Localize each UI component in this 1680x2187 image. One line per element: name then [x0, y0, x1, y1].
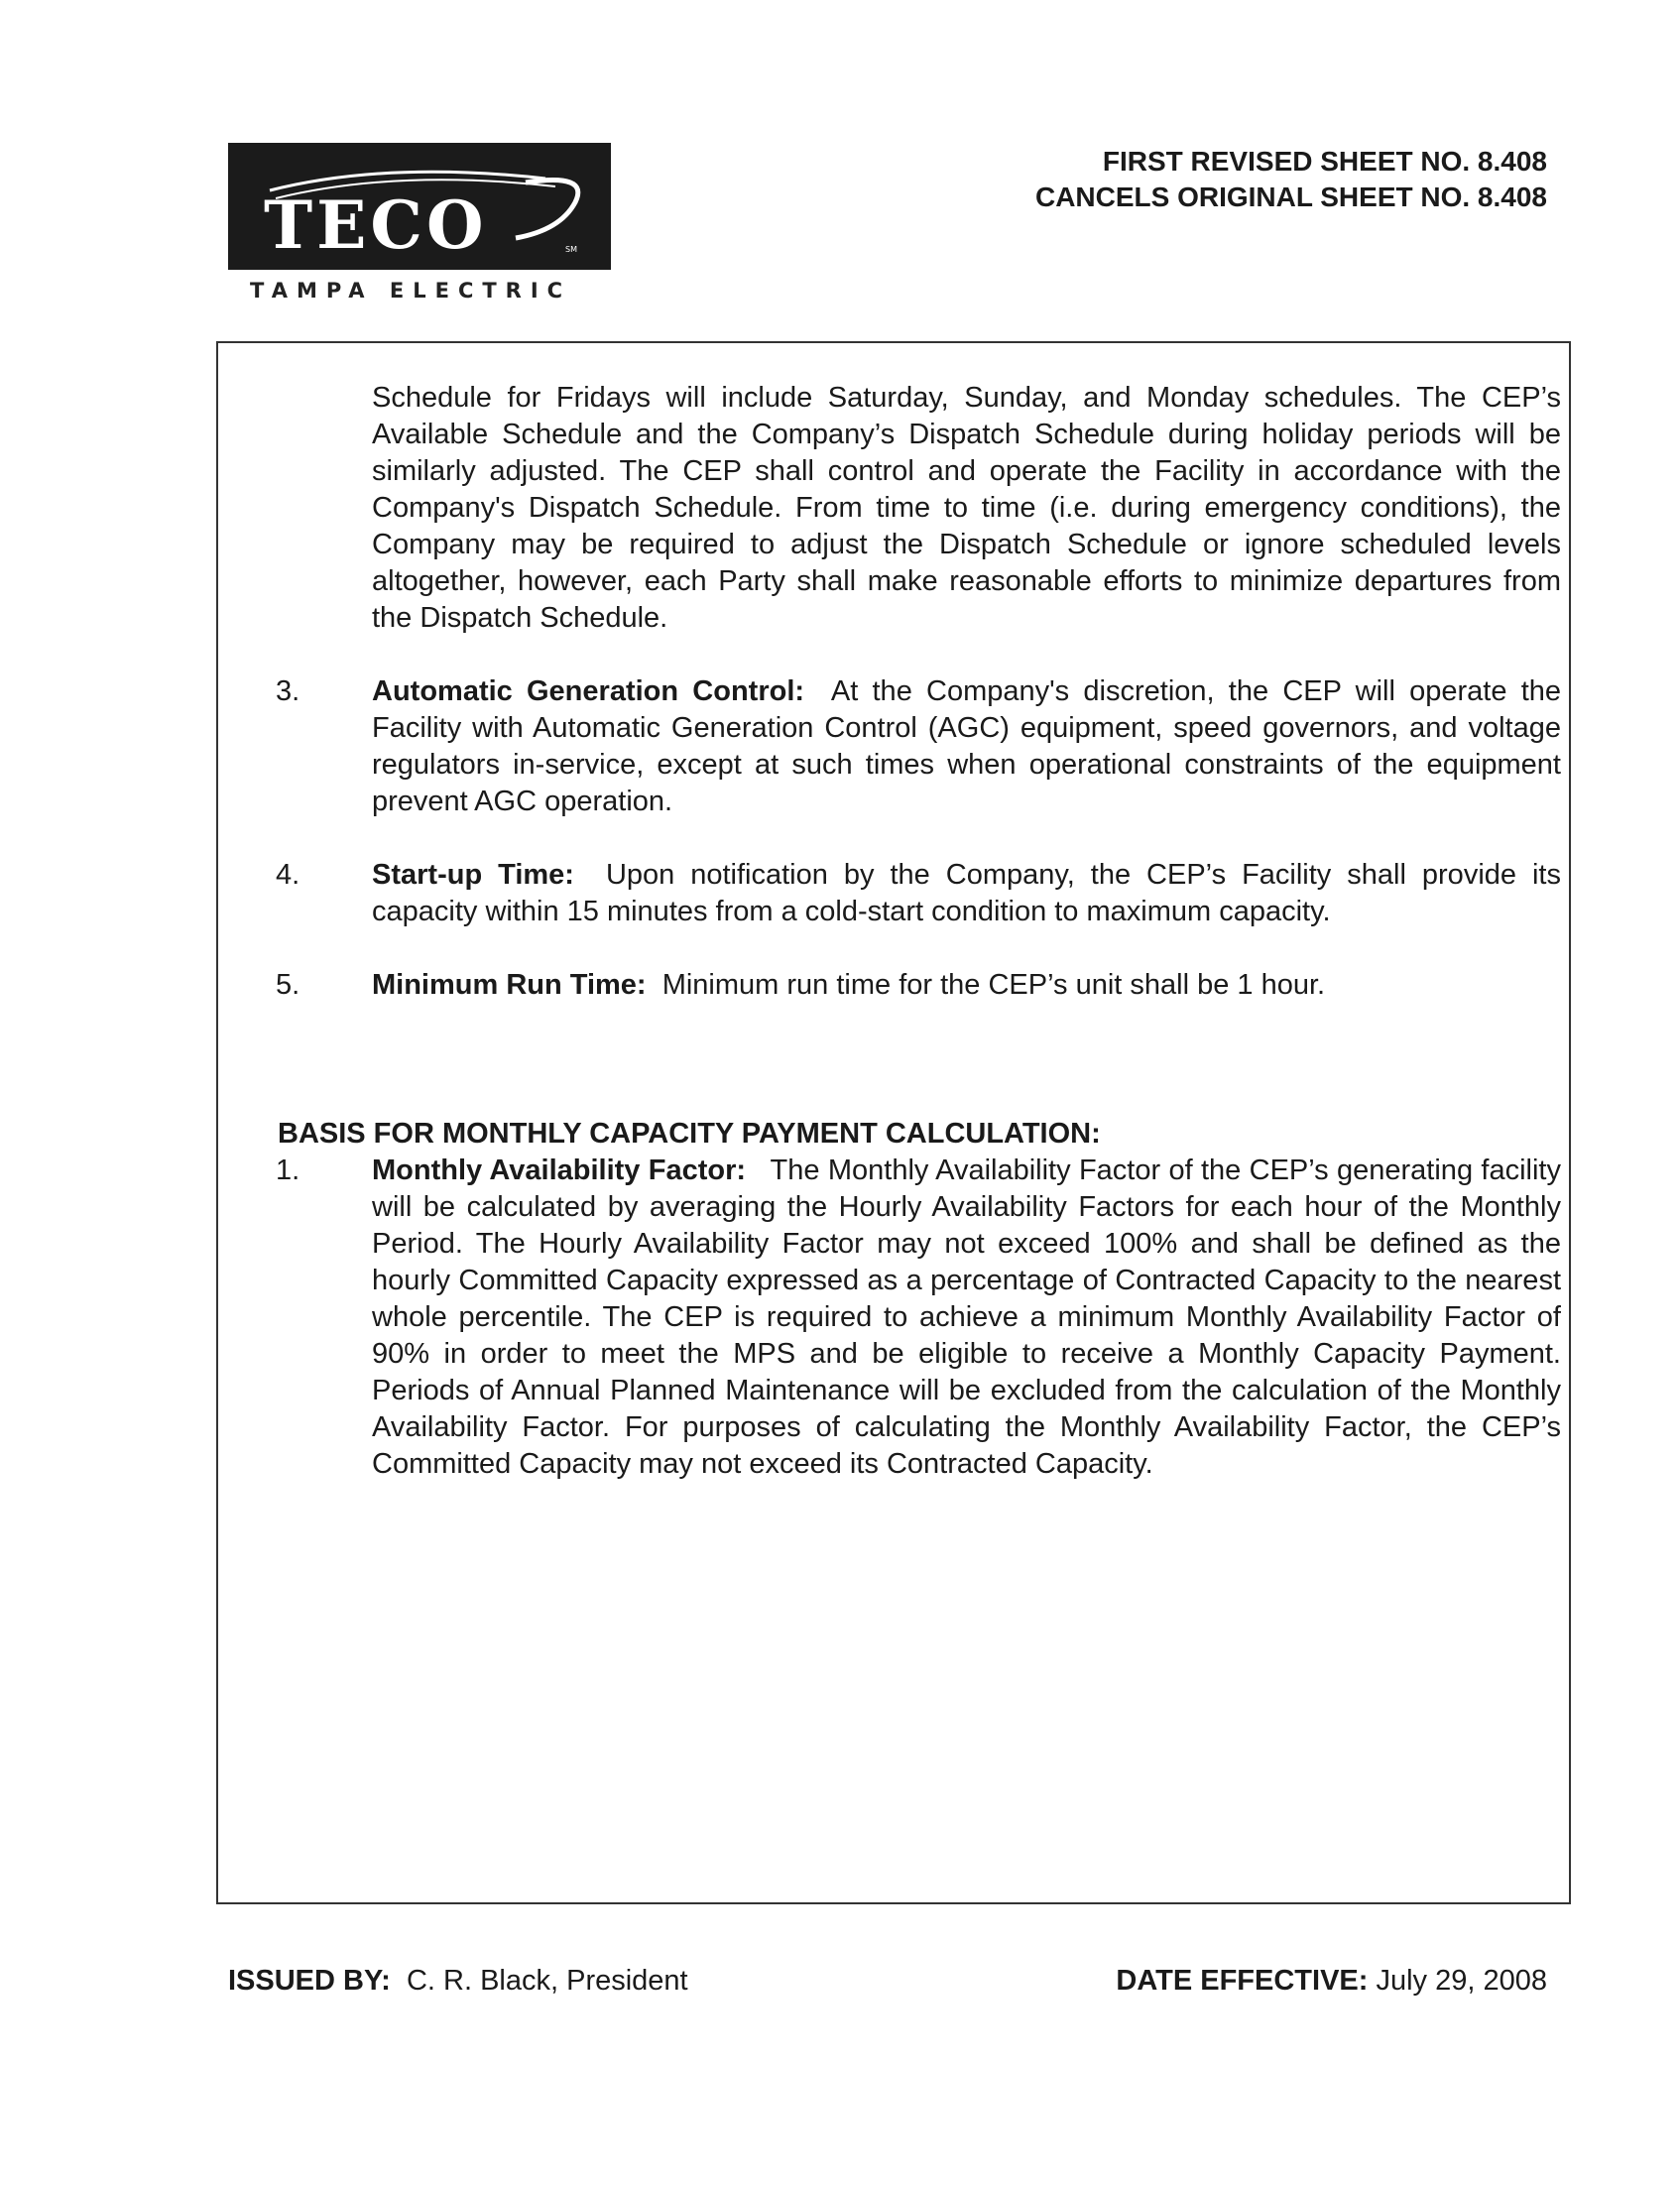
item-number-5: 5.: [276, 969, 300, 1001]
date-effective-value: July 29, 2008: [1376, 1965, 1547, 1997]
sheet-line-1: FIRST REVISED SHEET NO. 8.408: [1102, 146, 1547, 177]
item-3-text: At the Company's discretion, the CEP will operate the Facility with Automatic Generation Control (AGC) equipment, speed governors, and voltage regulators in-service, except at such times when operational constraints of the equipment prevent AGC operation.: [372, 675, 1562, 817]
sheet-header: [1035, 144, 1547, 215]
item-5-title: Minimum Run Time:: [372, 969, 647, 1001]
item-4-text: Upon notification by the Company, the CEP’s Facility shall provide its capacity within 15 minutes from a cold-start condition to maximum capacity.: [372, 859, 1561, 927]
continuation-paragraph: Schedule for Fridays will include Saturday, Sunday, and Monday schedules. The CEP’s Available Schedule and the Company’s Dispatch Schedule during holiday periods will be similarly adjusted. The CEP shall control and operate the Facility in accordance with the Company's Dispatch Schedule. From time to time (i.e. during emergency conditions), the Company may be required to adjust the Dispatch Schedule or ignore scheduled levels altogether, however, each Party shall make reasonable efforts to minimize departures from the Dispatch Schedule.: [372, 382, 1561, 634]
date-effective-label: DATE EFFECTIVE:: [1116, 1965, 1369, 1997]
section-heading: BASIS FOR MONTHLY CAPACITY PAYMENT CALCULATION:: [278, 1118, 1101, 1150]
section-item-1-text: The Monthly Availability Factor of the CEP’s generating facility will be calculated by averaging the Hourly Availability Factors for each hour of the Monthly Period. The Hourly Availability Factor may not exceed 100% and shall be defined as the hourly Committed Capacity expressed as a percentage of Contracted Capacity to the nearest whole percentile. The CEP is required to achieve a minimum Monthly Availability Factor of 90% in order to meet the MPS and be eligible to receive a Monthly Capacity Payment. Periods of Annual Planned Maintenance will be excluded from the calculation of the Monthly Availability Factor. For purposes of calculating the Monthly Availability Factor, the CEP’s Committed Capacity may not exceed its Contracted Capacity.: [372, 1154, 1561, 1480]
sheet-line-2: CANCELS ORIGINAL SHEET NO. 8.408: [1034, 182, 1547, 212]
teco-logo: [228, 143, 611, 270]
item-3-title: Automatic Generation Control:: [372, 675, 805, 707]
logo-wordmark: TECO: [264, 186, 488, 264]
issued-by-label: ISSUED BY:: [228, 1965, 391, 1997]
item-4-title: Start-up Time:: [372, 859, 574, 891]
item-5-text: Minimum run time for the CEP’s unit shall be 1 hour.: [661, 969, 1326, 1001]
section-item-number-1: 1.: [276, 1154, 300, 1186]
item-3-paragraph: [372, 673, 1561, 820]
issued-by: [228, 1963, 688, 2000]
issued-by-value: C. R. Black, President: [406, 1965, 688, 1997]
teco-logo-mark: [228, 143, 611, 270]
section-item-1-title: Monthly Availability Factor:: [372, 1154, 747, 1186]
item-number-3: 3.: [276, 675, 300, 707]
date-effective: [1116, 1963, 1547, 2000]
logo-subtitle: TAMPA ELECTRIC: [250, 279, 572, 303]
item-5-paragraph: [372, 967, 1561, 1004]
item-number-4: 4.: [276, 859, 300, 891]
section-item-1-paragraph: [372, 1153, 1561, 1483]
item-4-paragraph: [372, 857, 1561, 930]
logo-trademark: SM: [565, 245, 577, 254]
